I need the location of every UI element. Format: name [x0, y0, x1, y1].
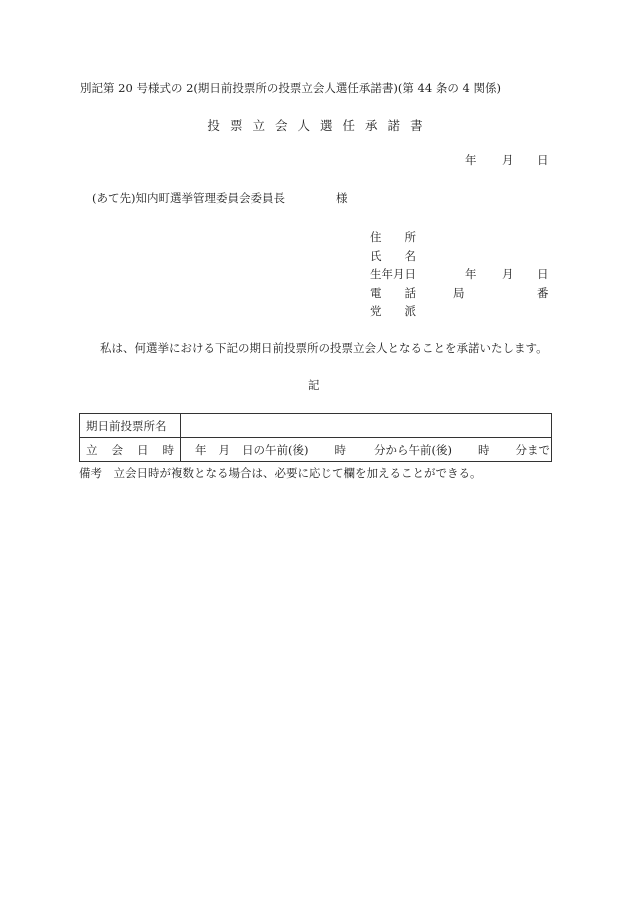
table-row — [80, 438, 552, 462]
address-label: 住 所 — [370, 230, 416, 244]
phone-label: 電 話 — [370, 286, 416, 300]
title-char: 書 — [410, 118, 423, 133]
addressee: (あて先)知内町選挙管理委員会委員長 — [92, 191, 285, 205]
title-char: 任 — [342, 118, 356, 133]
honorific: 様 — [336, 191, 348, 205]
title-char: 選 — [320, 118, 333, 133]
birthdate-label: 生年月日 — [370, 267, 416, 281]
title-char: 会 — [274, 118, 288, 133]
birth-month: 月 — [502, 267, 514, 281]
document-title — [0, 120, 630, 133]
attendance-datetime-label: 立 会 日 時 — [80, 438, 181, 462]
date-day: 日 — [537, 153, 549, 167]
birth-year: 年 — [465, 267, 477, 281]
date-month: 月 — [502, 153, 514, 167]
declaration-text: 私は、何選挙における下記の期日前投票所の投票立会人となることを承諾いたします。 — [100, 341, 548, 355]
title-char: 票 — [229, 118, 243, 133]
title-char: 承 — [365, 118, 378, 133]
phone-number: 番 — [537, 286, 549, 300]
remarks-note: 備考 立会日時が複数となる場合は、必要に応じて欄を加えることができる。 — [79, 466, 482, 480]
polling-station-value — [181, 414, 552, 438]
party-label: 党 派 — [370, 304, 416, 318]
date-year: 年 — [465, 153, 477, 167]
name-label: 氏 名 — [370, 249, 416, 263]
form-reference: 別記第 20 号様式の 2(期日前投票所の投票立会人選任承諾書)(第 44 条の 4 関係) — [80, 81, 501, 95]
table-row — [80, 414, 552, 438]
details-table — [79, 413, 552, 462]
title-char: 人 — [297, 118, 310, 133]
title-char: 投 — [207, 118, 220, 133]
polling-station-label: 期日前投票所名 — [80, 414, 181, 438]
attendance-datetime-value: 年 月 日の午前(後) 時 分から午前(後) 時 分まで — [181, 438, 552, 462]
title-char: 立 — [252, 118, 265, 133]
ki-label: 記 — [308, 378, 320, 392]
title-char: 諾 — [387, 118, 401, 133]
birth-day: 日 — [537, 267, 549, 281]
phone-exchange: 局 — [453, 286, 465, 300]
